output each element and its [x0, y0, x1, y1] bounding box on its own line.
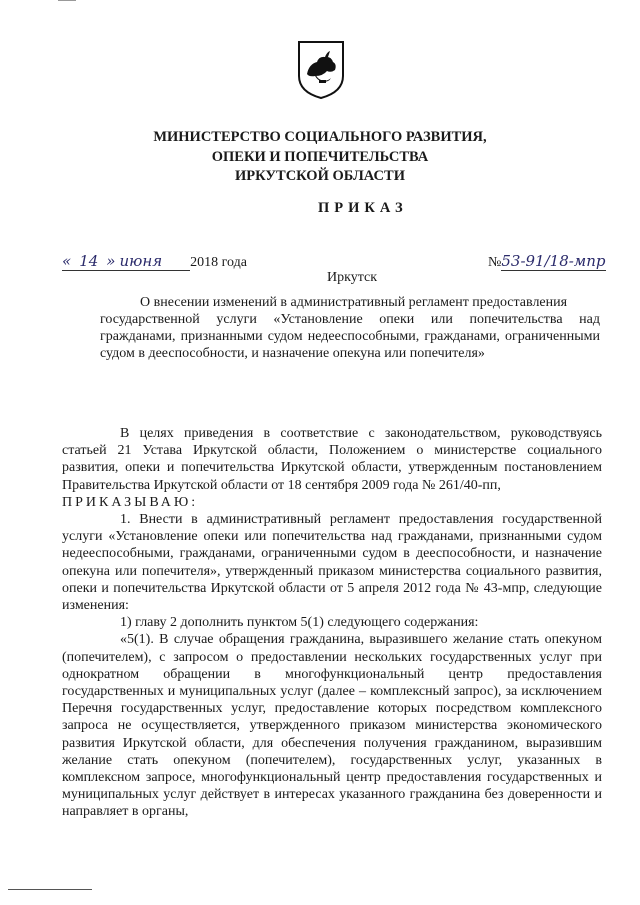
date-close-quote: »: [106, 252, 116, 270]
order-date: [62, 252, 247, 271]
preamble-paragraph: В целях приведения в соответствие с законодательством, руководствуясь статьей 21 Устава Иркутской области, Положением о министерстве социального развития, опеки и попечительства Иркутской области, утвержденным постановлением Правительства Иркутской области от 18 сентября 2009 года № 261/40-пп,: [62, 426, 602, 493]
number-value: 53-91/18-мпр: [501, 252, 606, 270]
date-open-quote: «: [62, 252, 72, 270]
coat-of-arms-icon: [297, 40, 345, 100]
subject-line: О внесении изменений в административный регламент предоставления: [140, 295, 568, 310]
order-subject: [100, 294, 600, 362]
footer-rule: [8, 889, 92, 890]
date-month: июня: [115, 252, 190, 271]
document-type: ПРИКАЗ: [318, 200, 408, 216]
date-day: 14: [71, 252, 106, 271]
item-1-1-paragraph: 1) главу 2 дополнить пунктом 5(1) следующего содержания:: [120, 615, 479, 631]
order-word: ПРИКАЗЫВАЮ:: [62, 494, 199, 510]
order-number: [488, 252, 606, 271]
subject-line: государственной услуги «Установление опеки или попечительства над гражданами, признанными судом недееспособными, гражданами, ограниченными судом в дееспособности, и назначение опекуна или попечителя»: [100, 312, 600, 361]
city: Иркутск: [327, 270, 378, 285]
ministry-line: ОПЕКИ И ПОПЕЧИТЕЛЬСТВА: [211, 148, 429, 165]
quote-5-1-paragraph: «5(1). В случае обращения гражданина, выразившего желание стать опекуном (попечителем), с запросом о предоставлении нескольких государственных услуг при однократном обращении в многофункциональный центр предоставления государственных и муниципальных услуг (далее – комплексный запрос), за исключением Перечня государственных услуг, предоставление которых посредством комплексного запроса не осуществляется, утвержденного приказом министерства экономического развития Иркутской области, для обеспечения получения гражданином, выразившим желание стать опекуном (попечителем), государственных услуг, указанных в комплексном запросе, многофункциональный центр предоставления государственных и муниципальных услуг действует в интересах указанного гражданина без доверенности и направляет в органы,: [62, 632, 602, 820]
scan-mark: [58, 0, 76, 1]
date-year: 2018 года: [190, 255, 247, 270]
item-1-paragraph: 1. Внести в административный регламент предоставления государственной услуги «Установление опеки или попечительства над гражданами, признанными судом недееспособными, гражданами, ограниченными судом в дееспособности, и назначение опекуна или попечителя», утвержденный приказом министерства социального развития, опеки и попечительства Иркутской области от 5 апреля 2012 года № 43-мпр, следующие изменения:: [62, 512, 602, 614]
ministry-line: МИНИСТЕРСТВО СОЦИАЛЬНОГО РАЗВИТИЯ,: [153, 129, 487, 145]
order-body: [62, 425, 602, 821]
ministry-title: [0, 128, 640, 187]
ministry-line: ИРКУТСКОЙ ОБЛАСТИ: [235, 168, 405, 184]
number-prefix: №: [488, 255, 502, 270]
